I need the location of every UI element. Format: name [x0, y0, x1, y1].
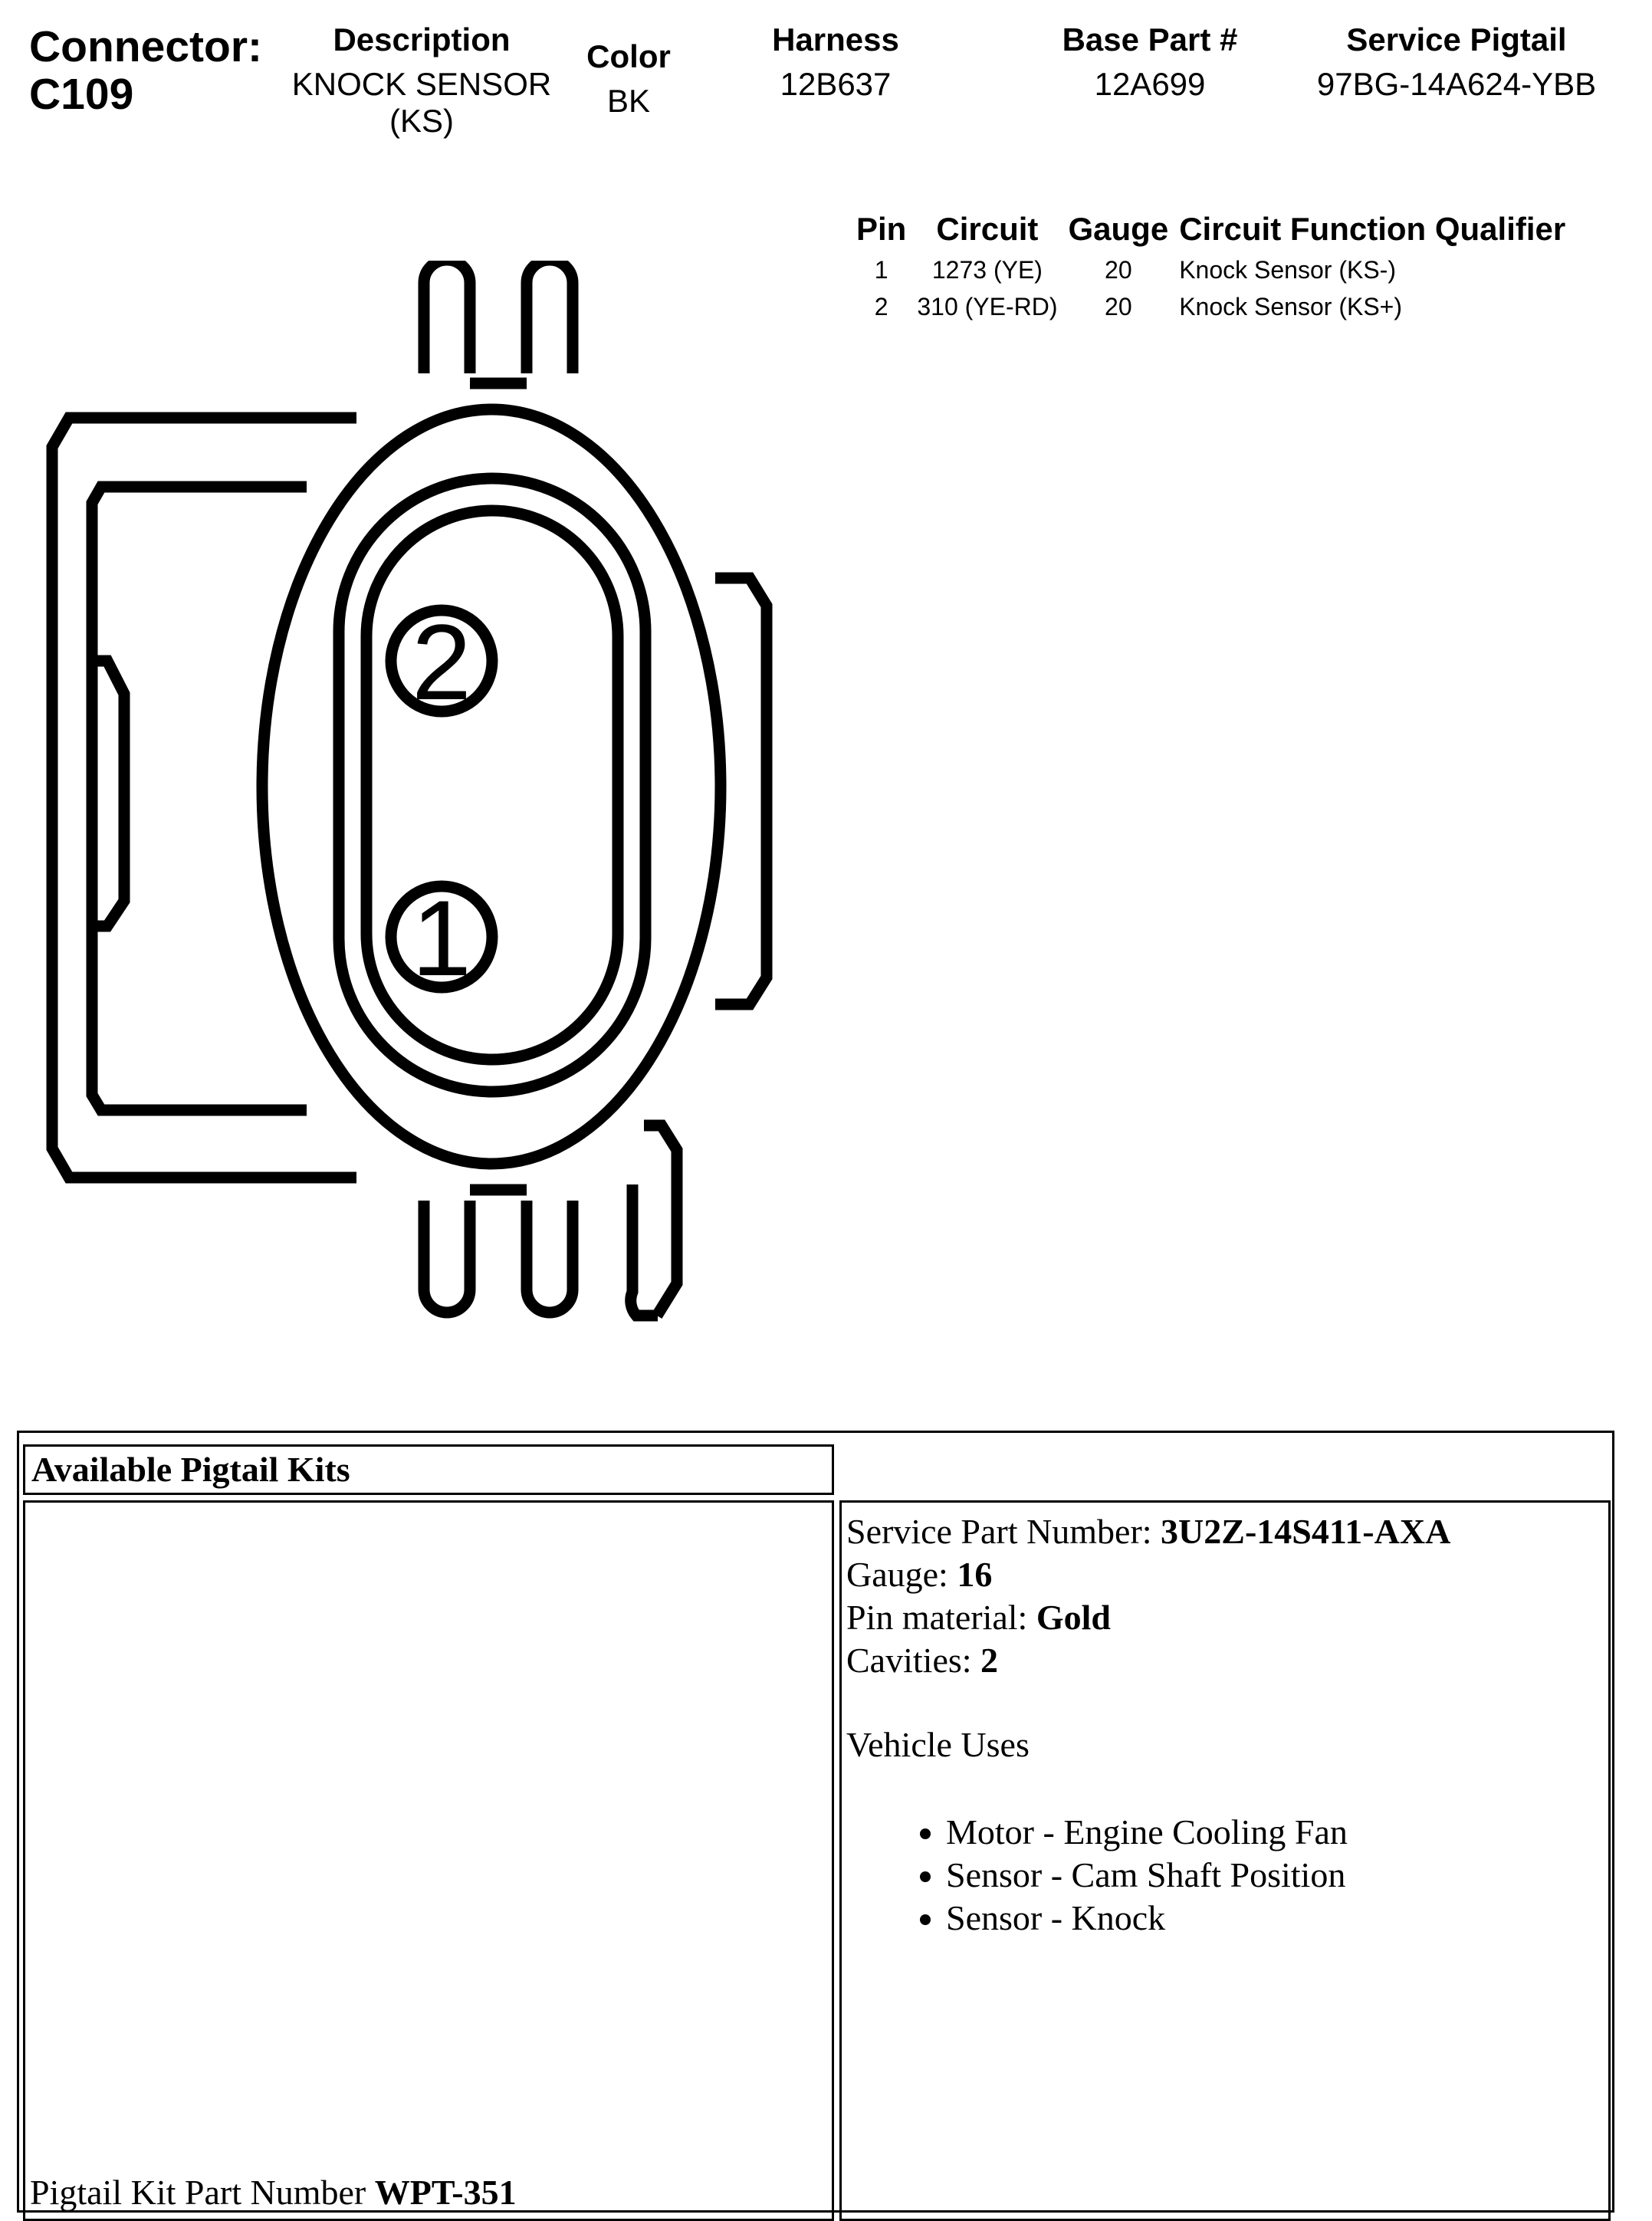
color-value: BK: [606, 83, 651, 119]
pin-cell: 2: [874, 293, 888, 320]
color-label: Color: [586, 38, 671, 74]
pigtail-kit-part-number: [30, 2172, 517, 2213]
function-cell: Knock Sensor (KS-): [1179, 256, 1396, 284]
pigtail-kit-image-cell: [23, 1500, 834, 2221]
description-label: Description: [333, 21, 511, 57]
list-item: • Sensor - Cam Shaft Position: [946, 1854, 1608, 1897]
service-pigtail-column: [1296, 21, 1618, 103]
circuit-header: Circuit: [936, 211, 1039, 247]
connector-id: C109: [29, 70, 134, 119]
circuit-cell: 1273 (YE): [931, 256, 1043, 284]
service-pigtail-label: Service Pigtail: [1346, 21, 1567, 57]
pigtail-kits-title: Available Pigtail Kits: [23, 1444, 834, 1495]
gauge-cell: 20: [1105, 256, 1132, 284]
base-part-column: [1027, 21, 1273, 103]
cavities-value: 2: [980, 1641, 999, 1680]
table-row: [851, 288, 1571, 325]
service-pigtail-value: 97BG-14A624-YBB: [1316, 66, 1597, 102]
cavities-row: [846, 1639, 1608, 1682]
pin-material-row: [846, 1596, 1608, 1639]
pin-table: [851, 207, 1571, 325]
service-part-row: [846, 1510, 1608, 1553]
connector-heading: [29, 23, 262, 118]
gauge-label: Gauge:: [846, 1555, 957, 1594]
pin-material-label: Pin material:: [846, 1598, 1036, 1637]
base-part-value: 12A699: [1094, 66, 1206, 102]
description-column: [280, 21, 563, 140]
pin-1-label: 1: [412, 878, 471, 998]
service-part-label: Service Part Number:: [846, 1512, 1161, 1551]
pin-material-value: Gold: [1036, 1598, 1111, 1637]
vehicle-uses-list: [846, 1811, 1608, 1940]
gauge-value: 16: [957, 1555, 993, 1594]
gauge-cell: 20: [1105, 293, 1132, 320]
function-cell: Knock Sensor (KS+): [1179, 293, 1402, 320]
table-row: [851, 251, 1571, 288]
pigtail-kit-details: [839, 1500, 1611, 2221]
color-column: [567, 38, 690, 120]
cavities-label: Cavities:: [846, 1641, 981, 1680]
service-part-value: 3U2Z-14S411-AXA: [1161, 1512, 1451, 1551]
list-item: • Sensor - Knock: [946, 1897, 1608, 1940]
function-header: Circuit Function Qualifier: [1179, 211, 1566, 247]
description-line2: (KS): [389, 103, 454, 139]
harness-label: Harness: [772, 21, 899, 57]
gauge-header: Gauge: [1068, 211, 1169, 247]
harness-value: 12B637: [780, 66, 892, 102]
kit-part-value: WPT-351: [374, 2173, 517, 2212]
list-item: • Motor - Engine Cooling Fan: [946, 1811, 1608, 1854]
harness-column: [736, 21, 935, 103]
connector-label: Connector:: [29, 22, 262, 71]
pin-2-label: 2: [412, 602, 471, 722]
description-line1: KNOCK SENSOR: [291, 66, 552, 102]
connector-face-diagram: [31, 261, 805, 1342]
vehicle-uses-label: Vehicle Uses: [846, 1725, 1030, 1764]
pin-table-header: [851, 207, 1571, 251]
kit-part-label: Pigtail Kit Part Number: [30, 2173, 375, 2212]
circuit-cell: 310 (YE-RD): [917, 293, 1058, 320]
pin-header: Pin: [856, 211, 907, 247]
pin-cell: 1: [874, 256, 888, 284]
gauge-row: [846, 1553, 1608, 1596]
base-part-label: Base Part #: [1062, 21, 1238, 57]
